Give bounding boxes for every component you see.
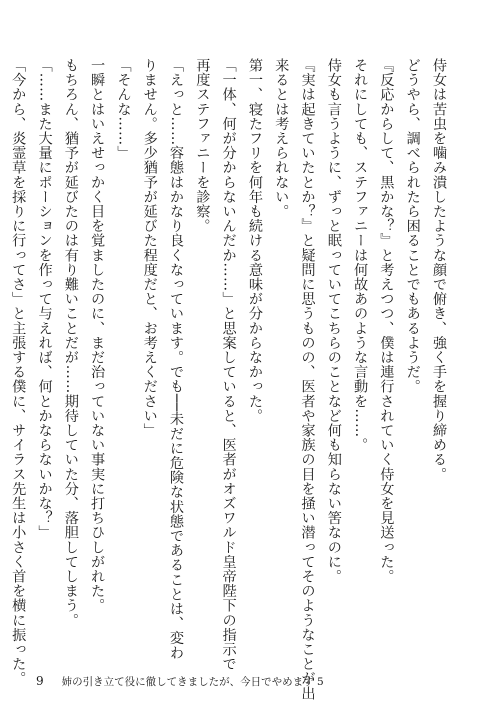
page-number: 9	[36, 674, 44, 688]
text-line: どうやら、調べられたら困ることでもあるようだ。	[404, 58, 421, 394]
text-line: 「今から、炎霊草を採りに行ってさ」と主張する僕に、サイラス先生は小さく首を横に振った。	[10, 58, 27, 686]
text-line	[0, 58, 5, 662]
text-line: 一瞬とはいえせっかく目を覚ましたのに、まだ治っていない事実に打ちひしがれた。	[89, 58, 106, 613]
text-line: 「一体、何が分からないんだか……」と思案していると、医者がオズワルド皇帝陛下の指示で	[220, 58, 237, 672]
text-line: 再度ステファニーを診察。	[194, 58, 211, 234]
text-line: もちろん、猶予が延びたのは有り難いことだが……期待していた分、落胆してしまう。	[62, 58, 79, 628]
text-line: 侍女も言うように、ずっと眠っていてこちらのことなど何も知らない筈なのに。	[325, 58, 342, 584]
text-line: 『反応からして、黒かな？』と考えつつ、僕は連行されていく侍女を見送った。	[378, 58, 395, 584]
text-line: 「そんな……」	[115, 58, 132, 161]
text-line: 「……また大量にポーションを作って与えれば、何とかならないかな？」	[36, 58, 53, 540]
page-footer	[36, 674, 324, 689]
text-line: 第一、寝たフリを何年も続ける意味が分からなかった。	[246, 58, 263, 423]
text-line: 来るとは考えられない。	[273, 58, 290, 219]
text-line: それにしても、ステファニーは何故あのような言動を……。	[352, 58, 369, 453]
text-line: 『実は起きていたとか？』と疑問に思うものの、医者や家族の目を掻い潜ってそのようなことが出	[299, 58, 316, 701]
text-line: 侍女は苦虫を噛み潰したような顔で俯き、強く手を握り締める。	[431, 58, 447, 482]
text-line: 「えっと……容態はかなり良くなっています。でも──未だに危険な状態であることは、変わ	[168, 58, 185, 660]
running-title: 姉の引き立て役に徹してきましたが、今日でやめます 5	[61, 676, 324, 688]
text-line: りません。多少猶予が延びた程度だと、お考えください」	[141, 58, 158, 438]
